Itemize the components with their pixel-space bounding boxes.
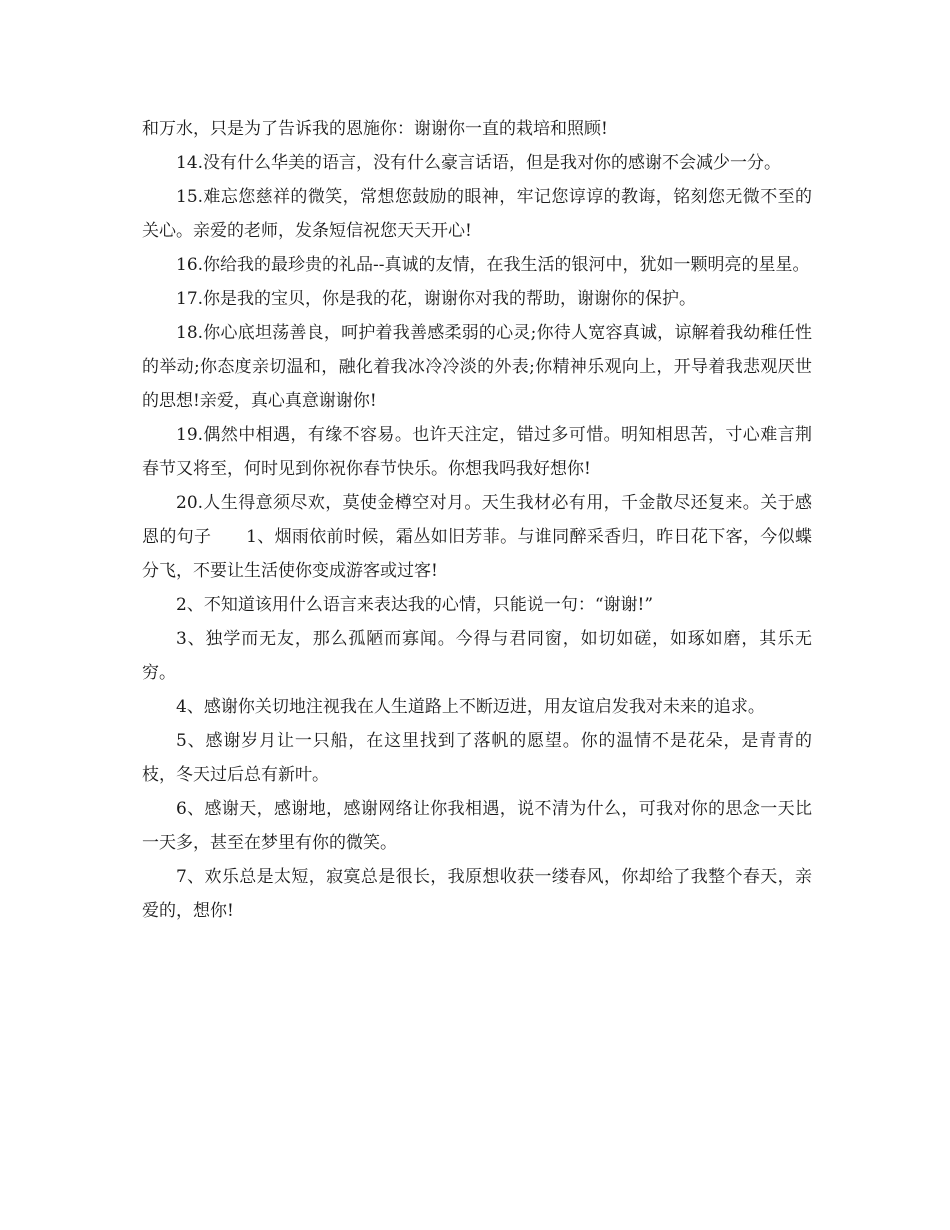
paragraph-list-6: 6、感谢天，感谢地，感谢网络让你我相遇，说不清为什么，可我对你的思念一天比一天多，甚至在梦里有你的微笑。: [142, 799, 812, 853]
paragraph-list-7: 7、欢乐总是太短，寂寞总是很长，我原想收获一缕春风，你却给了我整个春天，亲爱的，想你!: [142, 867, 812, 921]
paragraph-list-5: 5、感谢岁月让一只船，在这里找到了落帆的愿望。你的温情不是花朵，是青青的枝，冬天过后总有新叶。: [142, 731, 812, 785]
document-body: [142, 112, 812, 928]
paragraph-continuation: 和万水，只是为了告诉我的恩施你：谢谢你一直的栽培和照顾!: [142, 119, 608, 139]
paragraph-19: 19.偶然中相遇，有缘不容易。也许天注定，错过多可惜。明知相思苦，寸心难言荆春节又将至，何时见到你祝你春节快乐。你想我吗我好想你!: [142, 425, 812, 479]
paragraph-16: 16.你给我的最珍贵的礼品--真诚的友情，在我生活的银河中，犹如一颗明亮的星星。: [176, 255, 810, 275]
paragraph-list-2: 2、不知道该用什么语言来表达我的心情，只能说一句：“谢谢!”: [176, 595, 654, 615]
paragraph-17: 17.你是我的宝贝，你是我的花，谢谢你对我的帮助，谢谢你的保护。: [176, 289, 697, 309]
paragraph-list-4: 4、感谢你关切地注视我在人生道路上不断迈进，用友谊启发我对未来的追求。: [176, 697, 765, 717]
paragraph-20: 20.人生得意须尽欢，莫使金樽空对月。天生我材必有用，千金散尽还复来。关于感恩的句子 1、烟雨依前时候，霜丛如旧芳菲。与谁同醉采香归，昨日花下客，今似蝶分飞，不要让生活使你变成游客或过客!: [142, 493, 812, 581]
paragraph-list-3: 3、独学而无友，那么孤陋而寡闻。今得与君同窗，如切如磋，如琢如磨，其乐无穷。: [142, 629, 812, 683]
paragraph-18: 18.你心底坦荡善良，呵护着我善感柔弱的心灵;你待人宽容真诚，谅解着我幼稚任性的举动;你态度亲切温和，融化着我冰冷冷淡的外表;你精神乐观向上，开导着我悲观厌世的思想!亲爱，真心真意谢谢你!: [142, 323, 812, 411]
paragraph-14: 14.没有什么华美的语言，没有什么豪言话语，但是我对你的感谢不会减少一分。: [176, 153, 782, 173]
paragraph-15: 15.难忘您慈祥的微笑，常想您鼓励的眼神，牢记您谆谆的教诲，铭刻您无微不至的关心。亲爱的老师，发条短信祝您天天开心!: [142, 187, 812, 241]
